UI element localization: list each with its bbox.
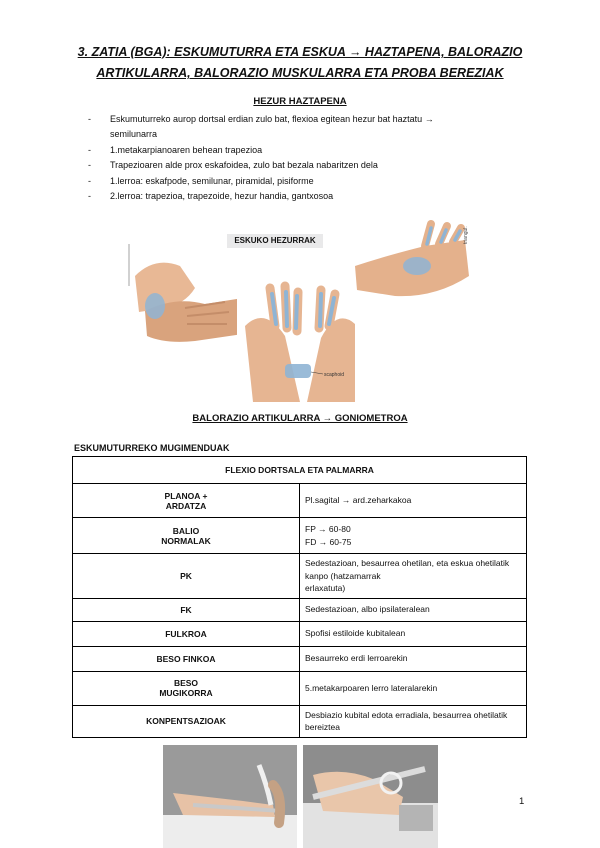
table-row xyxy=(73,705,527,737)
goniometer-photo-illustration xyxy=(163,745,438,848)
row-value: Spofisi estiloide kubitalean xyxy=(300,621,527,646)
table-row xyxy=(73,554,527,599)
row-label: PK xyxy=(73,554,300,599)
scaphoid-annotation: scaphoid xyxy=(324,372,345,378)
right-hand-photo xyxy=(351,216,471,312)
section-heading-palpation: HEZUR HAZTAPENA xyxy=(253,96,347,107)
row-value: 5.metakarpoaren lerro lateralarekin xyxy=(300,671,527,705)
section-heading-goniometry: BALORAZIO ARTIKULARRA → GONIOMETROA xyxy=(192,413,408,424)
goniometer-photos xyxy=(163,745,438,848)
hand-bones-figure xyxy=(125,216,471,402)
list-item-text: semilunarra xyxy=(110,129,158,140)
row-value: Sedestazioan, albo ipsilateralean xyxy=(300,598,527,621)
row-value: Sedestazioan, besaurrea ohetilan, eta eskua ohetilatik kanpo (hatzamarrak erlaxatuta) xyxy=(300,554,527,599)
left-hand-photo xyxy=(125,238,243,356)
title-line-2: ARTIKULARRA, BALORAZIO MUSKULARRA ETA PROBA BEREZIAK xyxy=(96,66,504,80)
row-value: Besaurreko erdi lerroarekin xyxy=(300,646,527,671)
movement-table xyxy=(72,456,527,738)
row-label: FULKROA xyxy=(73,621,300,646)
figure-label: ESKUKO HEZURRAK xyxy=(227,234,323,248)
table-row xyxy=(73,646,527,671)
table-row xyxy=(73,518,527,554)
list-item: - 1.lerroa: eskafpode, semilunar, piramidal, pisiforme xyxy=(88,174,508,189)
table-row xyxy=(73,671,527,705)
table-row xyxy=(73,621,527,646)
list-item: - Trapezioaren alde prox eskafoidea, zulo bat bezala nabaritzen dela xyxy=(88,158,508,173)
list-item: - 1.metakarpianoaren behean trapezioa xyxy=(88,143,508,158)
row-label: KONPENTSAZIOAK xyxy=(73,705,300,737)
table-header-row xyxy=(73,457,527,484)
table-row xyxy=(73,598,527,621)
title-line-1: 3. ZATIA (BGA): ESKUMUTURRA ETA ESKUA → HAZTAPENA, BALORAZIO xyxy=(77,45,523,59)
table-row xyxy=(73,484,527,518)
row-value: Pl.sagital → ard.zeharkakoa xyxy=(300,484,527,518)
list-item: - 2.lerroa: trapezioa, trapezoide, hezur handia, gantxosoa xyxy=(88,189,508,204)
subheading-wrist-movements: ESKUMUTURREKO MUGIMENDUAK xyxy=(74,443,230,453)
row-label: BESO FINKOA xyxy=(73,646,300,671)
palpation-list xyxy=(88,112,508,204)
side-caption: triangul. xyxy=(463,226,469,244)
list-item-continuation xyxy=(88,127,508,142)
row-label: BESO MUGIKORRA xyxy=(73,671,300,705)
document-title xyxy=(60,42,540,84)
table-header: FLEXIO DORTSALA ETA PALMARRA xyxy=(73,457,527,484)
list-item: - Eskumuturreko aurop dortsal erdian zulo bat, flexioa egitean hezur bat haztatu → xyxy=(88,112,508,127)
center-hands-photo xyxy=(237,276,367,402)
row-label: FK xyxy=(73,598,300,621)
row-label: BALIO NORMALAK xyxy=(73,518,300,554)
row-label: PLANOA + ARDATZA xyxy=(73,484,300,518)
page-number: 1 xyxy=(519,796,525,807)
row-value: Desbiazio kubital edota erradiala, besaurrea ohetilatik bereiztea xyxy=(300,705,527,737)
row-value: FP → 60-80 FD → 60-75 xyxy=(300,518,527,554)
